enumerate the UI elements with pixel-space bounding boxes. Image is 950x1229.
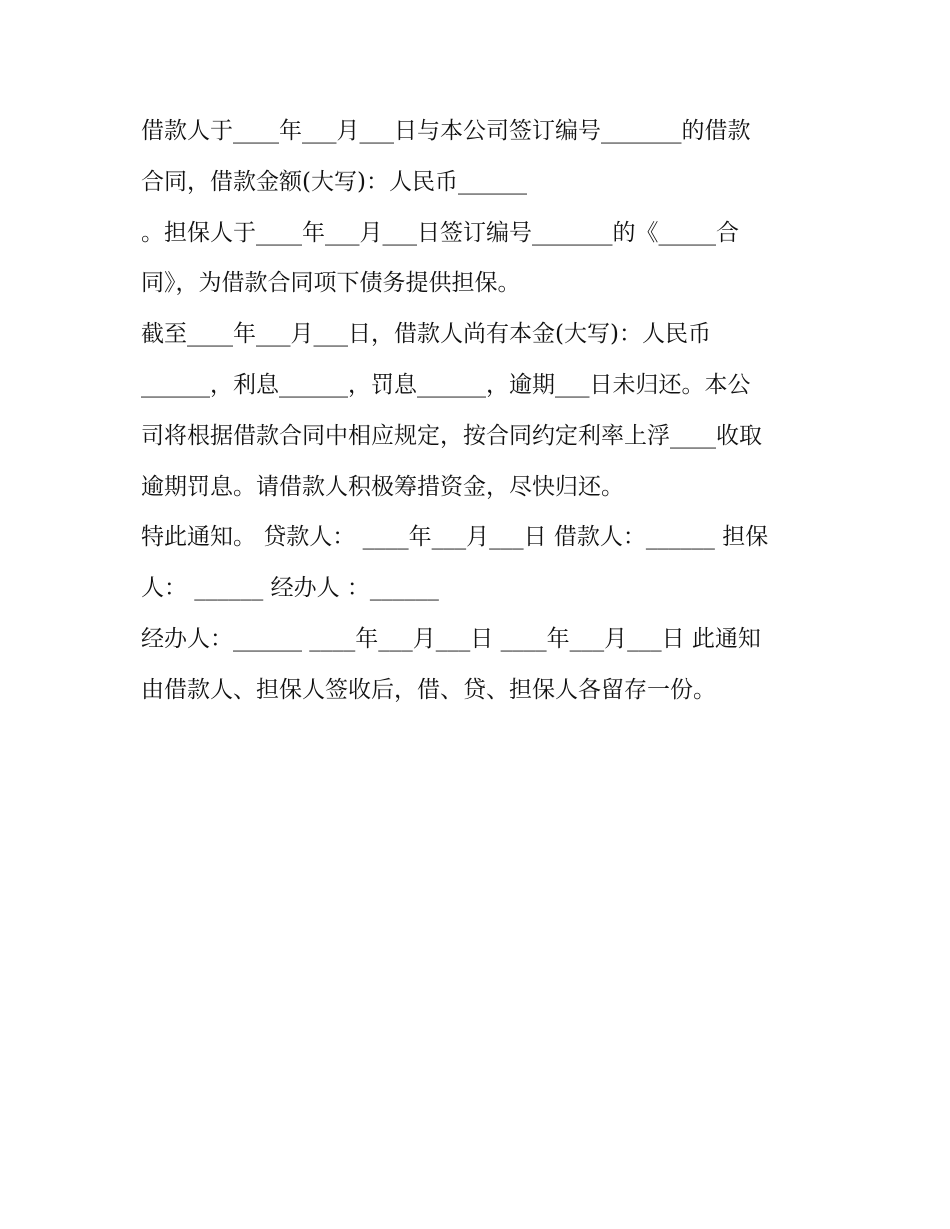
text-line: 司将根据借款合同中相应规定，按合同约定利率上浮____收取 [141, 422, 762, 449]
text-line: 经办人：______ ____年___月___日 ____年___月___日 此通知 [141, 625, 761, 652]
text-line: 特此通知。 贷款人： ____年___月___日 借款人：______ 担保 [141, 524, 769, 551]
text-line: 由借款人、担保人签收后，借、贷、担保人各留存一份。 [141, 676, 716, 703]
text-line: 同》，为借款合同项下债务提供担保。 [141, 270, 521, 297]
notice-body [141, 106, 821, 716]
text-line: 逾期罚息。请借款人积极筹措资金，尽快归还。 [141, 473, 624, 500]
text-line: 人： ______ 经办人 ：______ [141, 575, 439, 602]
text-line: 合同，借款金额(大写)：人民币______ [141, 168, 527, 195]
text-line: 截至____年___月___日，借款人尚有本金(大写)：人民币 [141, 321, 711, 348]
text-line: 借款人于____年___月___日与本公司签订编号_______的借款 [141, 118, 751, 144]
text-line: 。担保人于____年___月___日签订编号_______的《_____合 [141, 219, 739, 246]
text-line: ______，利息______，罚息______，逾期___日未归还。本公 [141, 371, 751, 398]
